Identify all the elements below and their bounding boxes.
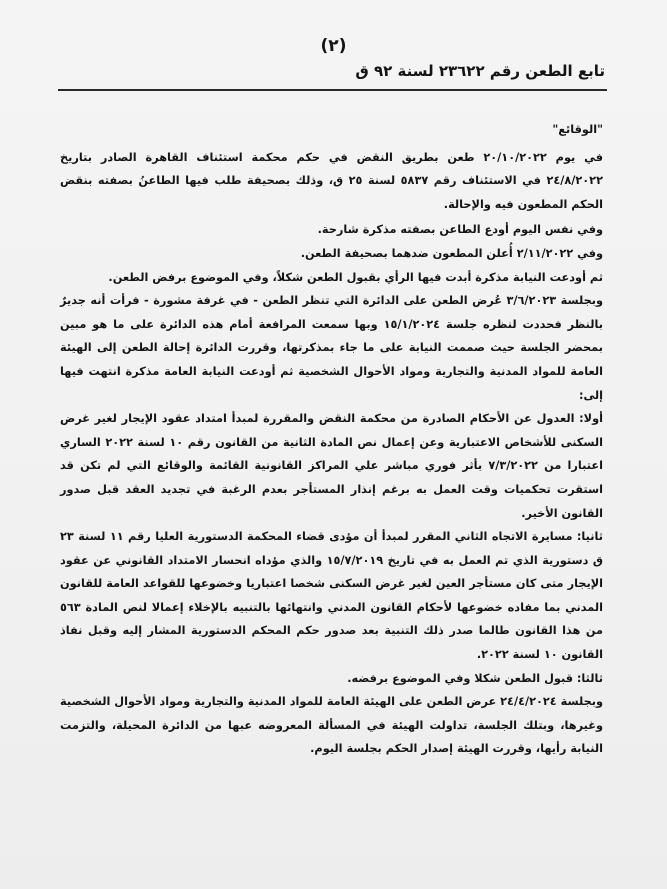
page-number: (٢) [320,36,347,56]
paragraph-general-assembly: وبجلسة ٢٤/٤/٢٠٢٤ عرض الطعن على الهيئة العامة للمواد المدنية والتجارية ومواد الأحوال الشخصية وغيرها، وبتلك الجلسة، تداولت الهيئة في المسألة المعروضه عبها من الدائرة المحيلة، والتزمت النيابة رأيها، وقررت الهيئة إصدار الحكم بجلسة اليوم. [60,695,604,756]
paragraph-notification: وفي ٢/١١/٢٠٢٢ أُعلن المطعون ضدهما بصحيفة الطعن. [300,246,603,260]
paragraph-memorandum: وفي نفس اليوم أودع الطاعن بصفته مذكرة شارحة. [317,223,603,237]
paragraph-session-referral: وبجلسة ٣/٦/٢٠٢٣ عُرض الطعن على الدائرة التي تنظر الطعن - في غرفة مشورة - فرأت أنه جديرٌ بالنظر فحددت لنظره جلسة ١٥/١/٢٠٢٤ وبها سمعت المرافعة أمام هذه الدائرة على ما هو مبين بمحضر الجلسة حيث صممت النيابة على ما جاء بمذكرتها، وقررت الدائرة إحالة الطعن إلى الهيئة العامة للمواد المدنية والتجارية ومواد الأحوال الشخصية ثم أودعت النيابة العامة مذكرة انتهت فيها إلى: [60,294,604,402]
paragraph-point-first: أولا: العدول عن الأحكام الصادرة من محكمة النقض والمقررة لمبدأ امتداد عقود الإيجار لغير غرض السكنى للأشخاص الاعتبارية وعن إعمال نص المادة الثانية من القانون رقم ١٠ لسنة ٢٠٢٢ الساري اعتبارا من ٧/٣/٢٠٢٢ بأثر فوري مباشر علي المراكز القانونية القائمة والوقائع التي لم تكن قد استقرت تحكميات وقت العمل به برغم إنذار المستأجر بعدم الرغبة في تجديد العقد قبل صدور القانون الأخير. [60,412,603,520]
paragraph-point-second: ثانيا: مسايرة الاتجاه الثاني المقرر لمبدأ أن مؤدى قضاء المحكمة الدستورية العليا رقم ١١ لسنة ٢٣ ق دستورية الذي تم العمل به في تاريخ ١٥/٧/٢٠١٩ والذي مؤداه انحسار الامتداد القانوني عن عقود الإيجار متى كان مستأجر العين لغير غرض السكنى شخصا اعتباريا وخضوعها للقواعد العامة للقانون المدني بما مفاده خضوعها لأحكام القانون المدني وانتهائها بالتنبيه بالإخلاء إعمالا لنص المادة ٥٦٣ من هذا القانون طالما صدر ذلك التنبية بعد صدور حكم المحكم الدستورية المشار إليه وقبل نفاذ القانون ١٠ لسنة ٢٠٢٢. [60,530,603,662]
section-title: "الوقائع" [552,123,603,136]
running-header: تابع الطعن رقم ٢٣٦٢٢ لسنة ٩٢ ق [355,62,605,80]
paragraph-prosecution-opinion: ثم أودعت النيابة مذكرة أبدت فيها الرأي بقبول الطعن شكلاً، وفي الموضوع برفض الطعن. [108,270,603,284]
paragraph-point-third: ثالثا: قبول الطعن شكلا وفي الموضوع برفضه. [347,671,603,685]
paragraph-appeal-filing: في يوم ٢٠/١٠/٢٠٢٢ طعن بطريق النقض في حكم محكمة استئناف القاهرة الصادر بتاريخ ٢٤/٨/٢٠٢٢ في الاستئناف رقم ٥٨٣٧ لسنة ٢٥ ق، وذلك بصحيفة طلب فيها الطاعنُ بصفته بنقض الحكم المطعون فيه والإحالة. [60,150,603,211]
document-body [60,118,603,761]
header-divider [58,89,607,91]
